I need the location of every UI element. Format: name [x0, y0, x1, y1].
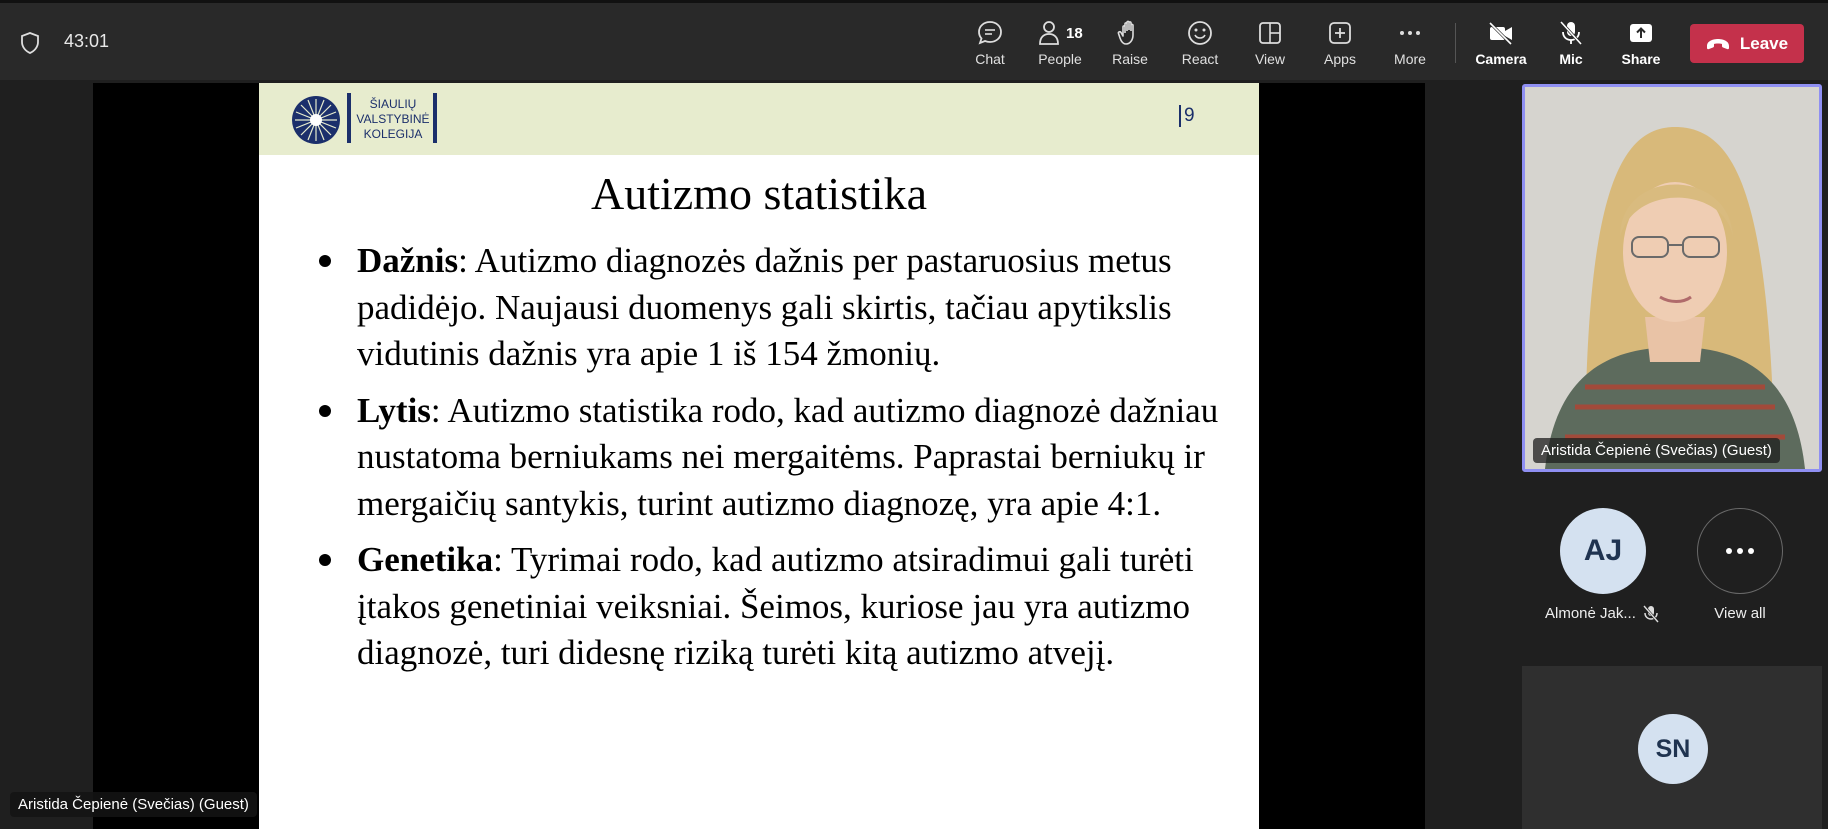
logo-line: VALSTYBINĖ — [356, 112, 430, 126]
list-item — [313, 537, 1243, 677]
view-label: View — [1254, 51, 1286, 67]
camera-button[interactable] — [1468, 15, 1534, 73]
bullet-text: : Autizmo diagnozės dažnis per pastaruosius metus padidėjo. Naujausi duomenys gali skirtis, tačiau apytikslis vidutinis dažnis yra apie 1 iš 154 žmonių. — [357, 241, 1172, 373]
hand-icon — [1116, 19, 1144, 47]
apps-plus-icon — [1326, 19, 1354, 47]
camera-label: Camera — [1475, 51, 1527, 67]
smiley-icon — [1186, 19, 1214, 47]
shield-icon[interactable] — [18, 31, 42, 55]
presentation-slide — [259, 83, 1259, 829]
bullet-text: : Autizmo statistika rodo, kad autizmo diagnozė dažniau nustatoma berniukams nei mergaitėms. Paprastai berniukų ir mergaičių santykis, turint autizmo diagnozę, yra apie 4:1. — [357, 390, 1219, 523]
view-grid-icon — [1256, 19, 1284, 47]
chat-button[interactable] — [957, 15, 1023, 73]
leave-label: Leave — [1739, 33, 1789, 53]
more-label: More — [1394, 51, 1426, 67]
list-item — [313, 238, 1243, 378]
chat-label: Chat — [975, 51, 1005, 67]
meeting-toolbar — [0, 0, 1828, 80]
people-icon — [1037, 19, 1065, 47]
participant-video-image — [1525, 87, 1819, 469]
shared-screen-stage — [93, 83, 1425, 829]
raise-label: Raise — [1112, 51, 1148, 67]
share-button[interactable] — [1608, 15, 1674, 73]
view-all-button[interactable] — [1697, 508, 1783, 594]
raise-hand-button[interactable] — [1097, 15, 1163, 73]
apps-label: Apps — [1324, 51, 1356, 67]
react-label: React — [1181, 51, 1219, 67]
college-logo-icon — [291, 95, 341, 145]
avatar: SN — [1638, 714, 1708, 784]
bullet-term: Lytis — [357, 390, 431, 430]
view-button[interactable] — [1237, 15, 1303, 73]
participant-name: Almonė Jak... — [1545, 605, 1636, 622]
presenter-name-tag: Aristida Čepienė (Svečias) (Guest) — [10, 792, 257, 817]
logo-line: KOLEGIJA — [363, 127, 423, 141]
more-button[interactable] — [1377, 15, 1443, 73]
slide-header — [259, 83, 1259, 155]
slide-page-number: 9 — [1179, 105, 1195, 127]
avatar[interactable]: AJ — [1560, 508, 1646, 594]
participant-tile[interactable] — [1522, 666, 1822, 829]
share-screen-icon — [1627, 19, 1655, 47]
logo-divider-right — [433, 93, 437, 143]
react-button[interactable] — [1167, 15, 1233, 73]
slide-title: Autizmo statistika — [590, 168, 927, 219]
participant-video-tile[interactable] — [1522, 84, 1822, 472]
slide-bullet-list — [313, 238, 1243, 687]
view-all-label: View all — [1714, 605, 1766, 622]
participant-name-tag: Aristida Čepienė (Svečias) (Guest) — [1533, 438, 1780, 463]
bullet-term: Genetika — [357, 540, 494, 579]
mic-label: Mic — [1559, 51, 1583, 67]
logo-line: ŠIAULIŲ — [369, 97, 417, 111]
leave-button[interactable] — [1690, 24, 1804, 63]
mic-muted-icon — [1643, 605, 1659, 623]
college-logo-text — [353, 97, 433, 142]
mic-off-icon — [1557, 19, 1585, 47]
camera-off-icon — [1487, 19, 1515, 47]
mic-button[interactable] — [1538, 15, 1604, 73]
logo-divider-left — [347, 93, 351, 143]
share-label: Share — [1621, 51, 1661, 67]
meeting-timer: 43:01 — [64, 31, 110, 51]
chat-icon — [976, 19, 1004, 47]
ellipsis-icon — [1396, 19, 1424, 47]
list-item — [313, 388, 1243, 528]
toolbar-divider — [1455, 23, 1456, 63]
bullet-term: Dažnis — [357, 241, 459, 280]
apps-button[interactable] — [1307, 15, 1373, 73]
hang-up-icon — [1706, 37, 1730, 51]
people-count-badge: 18 — [1066, 25, 1083, 42]
bullet-text: : Tyrimai rodo, kad autizmo atsiradimui gali turėti įtakos genetiniai veiksniai. Šeimos, kuriose jau yra autizmo diagnozė, turi didesnę riziką turėti kitą autizmo atvejį. — [357, 540, 1194, 672]
ellipsis-icon — [1725, 547, 1755, 555]
people-label: People — [1038, 51, 1082, 67]
people-button[interactable] — [1027, 15, 1093, 73]
